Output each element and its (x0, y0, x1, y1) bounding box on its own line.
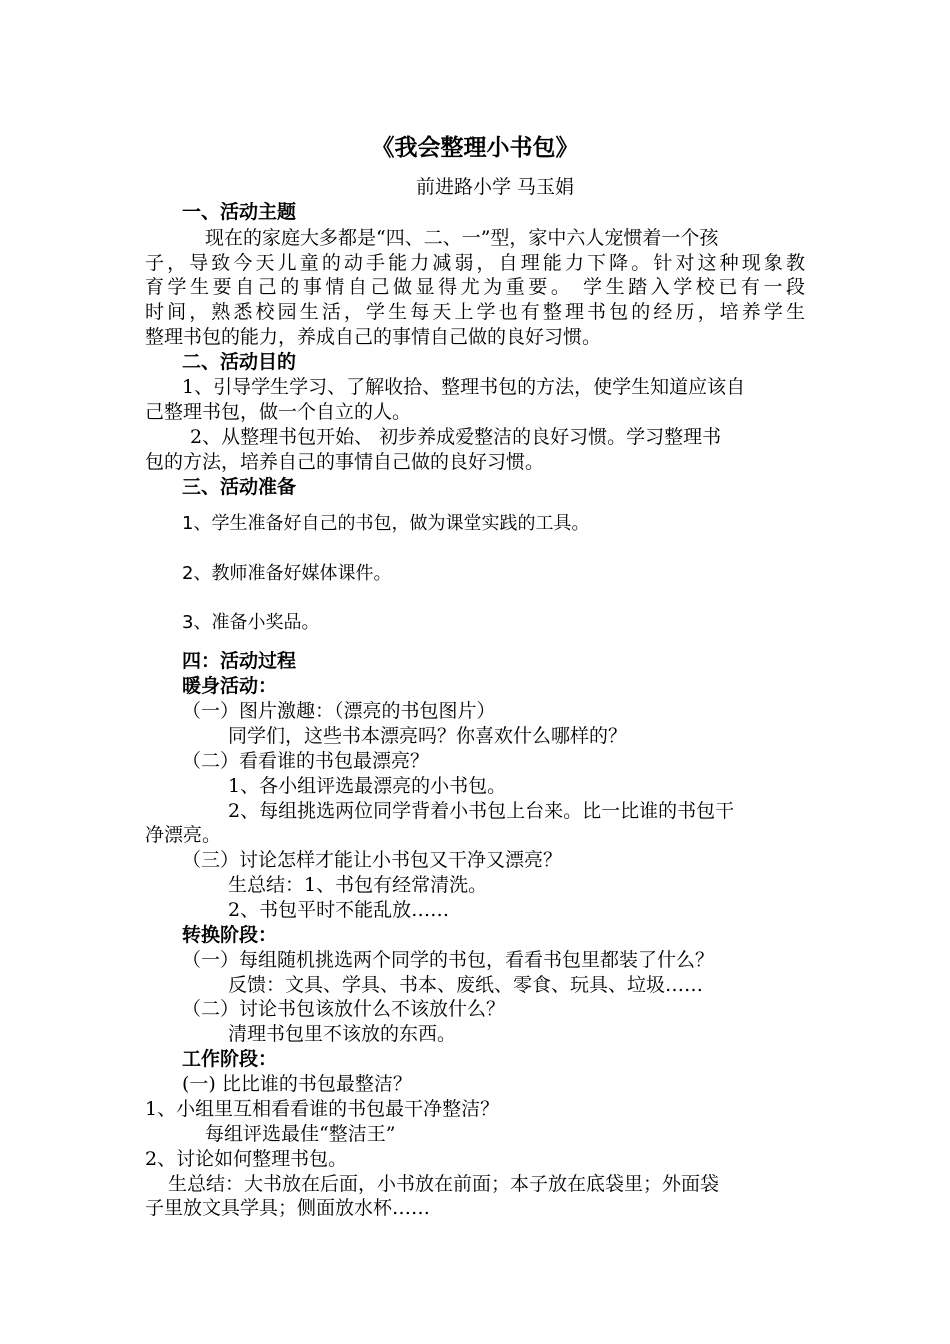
subheading-transition: 转换阶段： (182, 924, 278, 946)
transition-line: 清理书包里不该放的东西。 (228, 1023, 457, 1045)
warmup-line: 1、各小组评选最漂亮的小书包。 (228, 775, 507, 797)
warmup-line: （一）图片激趣：（漂亮的书包图片） (182, 700, 496, 722)
transition-line: （二）讨论书包该放什么不该放什么？ (182, 998, 506, 1020)
work-line: 每组评选最佳“整洁王” (205, 1123, 396, 1145)
author-line: 前进路小学 马玉娟 (415, 176, 575, 198)
warmup-line: 2、每组挑选两位同学背着小书包上台来。比一比谁的书包干 (228, 800, 735, 822)
warmup-line: 净漂亮。 (145, 824, 222, 846)
transition-line: （一）每组随机挑选两个同学的书包，看看书包里都装了什么？ (182, 949, 715, 971)
subheading-work: 工作阶段： (182, 1048, 278, 1070)
theme-line: 时间，熟悉校园生活，学生每天上学也有整理书包的经历，培养学生 (145, 301, 805, 323)
theme-line: 育学生要自己的事情自己做显得尤为重要。 学生踏入学校已有一段 (145, 276, 805, 298)
work-line: (一) 比比谁的书包最整洁？ (182, 1073, 412, 1095)
warmup-line: 2、书包平时不能乱放…… (228, 899, 450, 921)
section-heading-prep: 三、活动准备 (182, 476, 297, 498)
goal-line: 己整理书包，做一个自立的人。 (145, 401, 412, 423)
theme-line: 现在的家庭大多都是“四、二、一”型，家中六人宠惯着一个孩 (205, 227, 719, 249)
prep-item: 3、准备小奖品。 (182, 612, 320, 633)
work-line: 1、小组里互相看看谁的书包最干净整洁？ (145, 1098, 500, 1120)
section-heading-process: 四：活动过程 (182, 650, 297, 672)
work-line: 2、讨论如何整理书包。 (145, 1148, 348, 1170)
section-heading-theme: 一、活动主题 (182, 201, 297, 223)
warmup-line: 生总结：1、书包有经常清洗。 (228, 874, 488, 896)
prep-item: 2、教师准备好媒体课件。 (182, 563, 392, 584)
goal-line: 1、引导学生学习、了解收拾、整理书包的方法，使学生知道应该自 (182, 376, 746, 398)
theme-line: 整理书包的能力，养成自己的事情自己做的良好习惯。 (145, 326, 602, 348)
subheading-warmup: 暖身活动： (182, 675, 278, 697)
warmup-line: 同学们，这些书本漂亮吗？你喜欢什么哪样的？ (228, 725, 628, 747)
warmup-line: （二）看看谁的书包最漂亮？ (182, 750, 430, 772)
goal-line: 2、从整理书包开始、 初步养成爱整洁的良好习惯。学习整理书 (190, 426, 722, 448)
work-line: 生总结：大书放在后面，小书放在前面；本子放在底袋里；外面袋 (168, 1173, 720, 1195)
warmup-line: （三）讨论怎样才能让小书包又干净又漂亮？ (182, 849, 563, 871)
work-line: 子里放文具学具；侧面放水杯…… (145, 1197, 431, 1219)
page-title: 《我会整理小书包》 (371, 134, 579, 161)
theme-line: 子，导致今天儿童的动手能力减弱，自理能力下降。针对这种现象教 (145, 252, 805, 274)
transition-line: 反馈：文具、学具、书本、废纸、零食、玩具、垃圾…… (228, 974, 704, 996)
prep-item: 1、学生准备好自己的书包，做为课堂实践的工具。 (182, 513, 590, 534)
section-heading-goal: 二、活动目的 (182, 351, 297, 373)
goal-line: 包的方法，培养自己的事情自己做的良好习惯。 (145, 451, 545, 473)
